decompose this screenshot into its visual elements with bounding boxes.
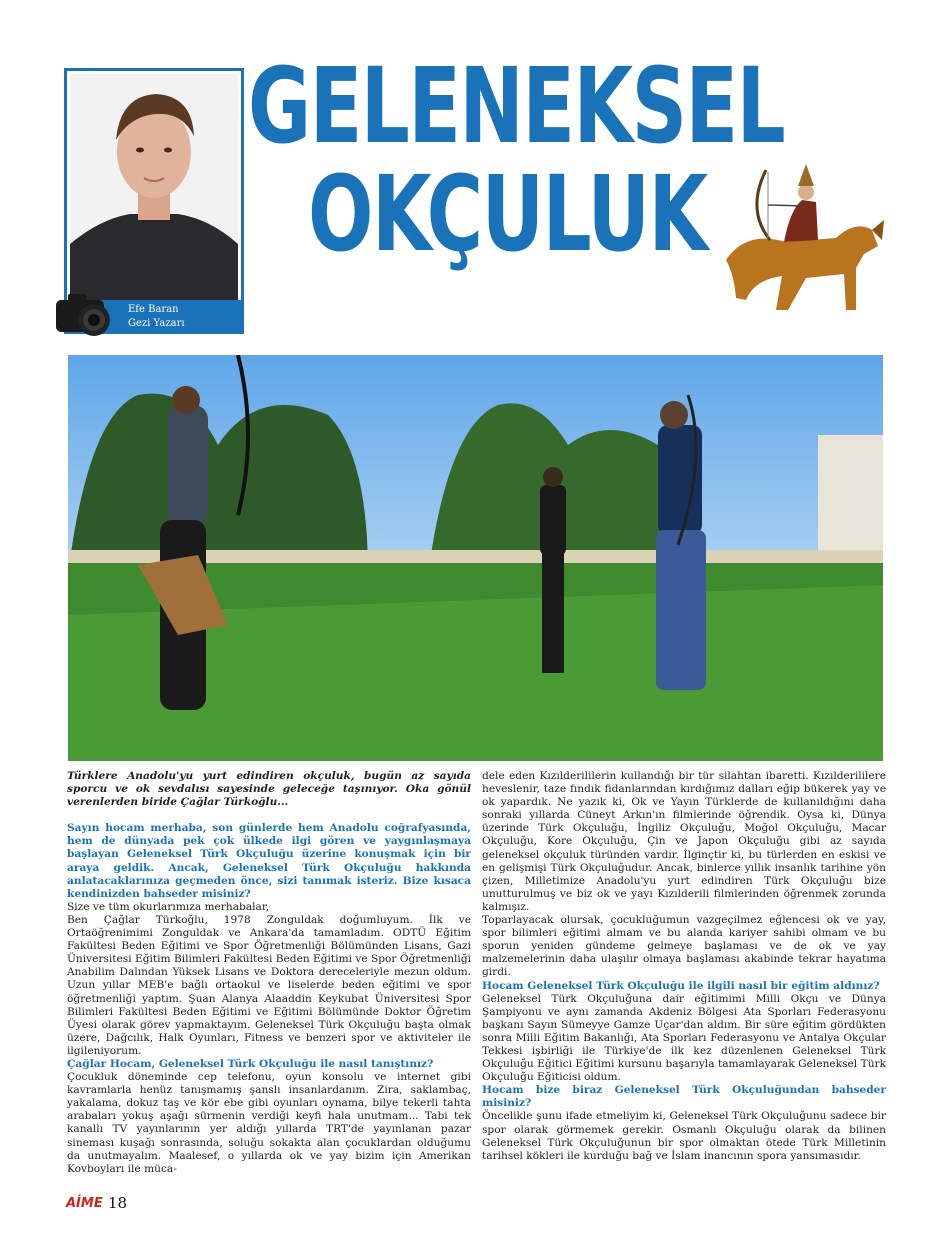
author-name: Efe Baran (128, 304, 179, 315)
answer-text: Ben Çağlar Türkoğlu, 1978 Zonguldak doğumluyum. İlk ve Ortaöğrenimimi Zonguldak ve Ankara'da tamamladım. ODTÜ Eğitim Fakültesi Beden Eğitimi ve Spor Öğretmenliği Bölümünden Lisans, Gazi Üniversitesi Eğitim Bilimleri Fakültesi Beden Eğitimi ve Spor Öğretmenliği Anabilim Dalından Yüksek Lisans ve Doktora dereceleriyle mezun oldum. Uzun yıllar MEB'e bağlı ortaokul ve liselerde beden eğitimi ve spor öğretmenliği yaptım. Şuan Alanya Alaaddin Keykubat Üniversitesi Spor Bilimleri Fakültesi Beden Eğitimi ve Eğitimi Bölümünde Doktor Öğretim Üyesi olarak görev yapmaktayım. Geleneksel Türk Okçuluğu başta olmak üzere, Dağcılık, Halk Oyunları, Fitness ve benzeri spor ve aktiviteler ile ilgileniyorum. (67, 913, 471, 1057)
camera-icon (54, 290, 120, 338)
answer-text: Öncelikle şunu ifade etmeliyim ki, Geleneksel Türk Okçuluğunu sadece bir spor olarak görmemek gerekir. Osmanlı Okçuluğu olarak da bilinen Geleneksel Türk Okçuluğunun bir spor olmaktan ötede Türk Milletinin tarihsel kökleri ile kurduğu bağ ve İslam inancının spora yansımasıdır. (482, 1110, 886, 1162)
question-4: Hocam bize biraz Geleneksel Türk Okçuluğundan bahseder misiniz? (482, 1084, 886, 1110)
author-role: Gezi Yazarı (128, 318, 185, 329)
question-3: Hocam Geleneksel Türk Okçuluğu ile ilgili nasıl bir eğitim aldınız? (482, 979, 880, 992)
page-number: 18 (108, 1194, 128, 1212)
archery-photo (68, 355, 883, 761)
title-line-1: GELENEKSEL (248, 45, 785, 167)
author-portrait (70, 74, 238, 302)
article-column-right (482, 770, 886, 1163)
answer-text: Geleneksel Türk Okçuluğuna dair eğitimimi Milli Okçu ve Dünya Şampiyonu ve aynı zamanda Akdeniz Bölgesi Ata Sporları Federasyonu başkanı Sayın Sümeyye Gamze Uçar'dan aldım. Bir süre eğitim gördükten sonra Milli Eğitim Bakanlığı, Ata Sporları Federasyonu ve Antalya Okçular Tekkesi işbirliği ile Türkiye'de ilk kez düzenlenen Geleneksel Türk Okçuluğu Eğitici Eğitimi kursunu başarıyla tamamlayarak Geleneksel Türk Okçuluğu Eğiticisi oldum. (482, 992, 886, 1084)
intro-text: Türklere Anadolu'yu yurt edindiren okçuluk, bugün az sayıda sporcu ve ok sevdalısı sayesinde geleceğe taşınıyor. Oka gönül verenlerden biride Çağlar Türkoğlu... (67, 770, 471, 809)
answer-text: dele eden Kızılderililerin kullandığı bir tür silahtan ibaretti. Kızılderililere heveslenir, taze fındık fidanlarından kırdığımız dalları eğip bükerek yay ve ok yapardık. Ne yazık ki, Ok ve Yayın Türklerde de kullanıldığını daha sonraki yıllarda Cüneyt Arkın'ın filmlerinde öğrendik. Oysa ki, Dünya üzerinde Türk Okçuluğu, İngiliz Okçuluğu, Moğol Okçuluğu, Macar Okçuluğu, Kore Okçuluğu, Çin ve Japon Okçuluğu gibi az sayıda geleneksel okçuluk türünden vardır. İlginçtir ki, bu türlerden en eskisi ve en gelişmişi Türk Okçuluğudur. Ancak, binlerce yıllık insanlık tarihine yön çizen, Milletimize Anadolu'yu yurt edindiren Türk Okçuluğu bize unutturulmuş ve biz ok ve yayı Kızılderili filmlerinden öğrenmek zorunda kalmışız. (482, 770, 886, 913)
mounted-archer-illustration (706, 150, 888, 332)
answer-text: Toparlayacak olursak, çocukluğumun vazgeçilmez eğlencesi ok ve yay, spor bilimleri eğitimi almam ve bu alanda kariyer sahibi olmam ve bu sporun yeniden gündeme gelmeye başlaması ve de ok ve yay malzemelerinin daha ulaşılır olmaya başlaması akabinde tekrar hayatıma girdi. (482, 914, 886, 979)
question-2: Çağlar Hocam, Geleneksel Türk Okçuluğu ile nasıl tanıştınız? (67, 1057, 434, 1070)
answer-text: Size ve tüm okurlarımıza merhabalar, (67, 900, 270, 913)
title-line-2: OKÇULUK (308, 153, 707, 275)
magazine-logo: AİME (66, 1196, 103, 1211)
question-1: Sayın hocam merhaba, son günlerde hem Anadolu coğrafyasında, hem de dünyada pek çok ülkede ilgi gören ve yaygınlaşmaya başlayan Geleneksel Türk Okçuluğu üzerine konuşmak için bir araya geldik. Ancak, Geleneksel Türk Okçuluğu hakkında anlatacaklarınıza geçmeden önce, sizi tanımak isteriz. Bize kısaca kendinizden bahseder misiniz? (67, 822, 471, 900)
page-title (248, 45, 848, 275)
article-column-left (67, 770, 471, 1176)
answer-text: Çocukluk döneminde cep telefonu, oyun konsolu ve internet gibi kavramlarla henüz tanışmamış şanslı insanlardanım. Zira, saklambaç, yakalama, dokuz taş ve kör ebe gibi oyunları oynama, bilye tekerli tahta arabaları yokuş aşağı sürmenin verdiği keyfi hala unutmam... Tabi tek kanallı TV yayınlarının yer aldığı yıllarda TRT'de yayınlanan pazar sineması kuşağı sonrasında, soluğu sokakta alan çocuklardan olduğumu da unutmayalım. Maalesef, o yıllarda ok ve yay bizim için Amerikan Kovboyları ile müca- (67, 1071, 471, 1175)
